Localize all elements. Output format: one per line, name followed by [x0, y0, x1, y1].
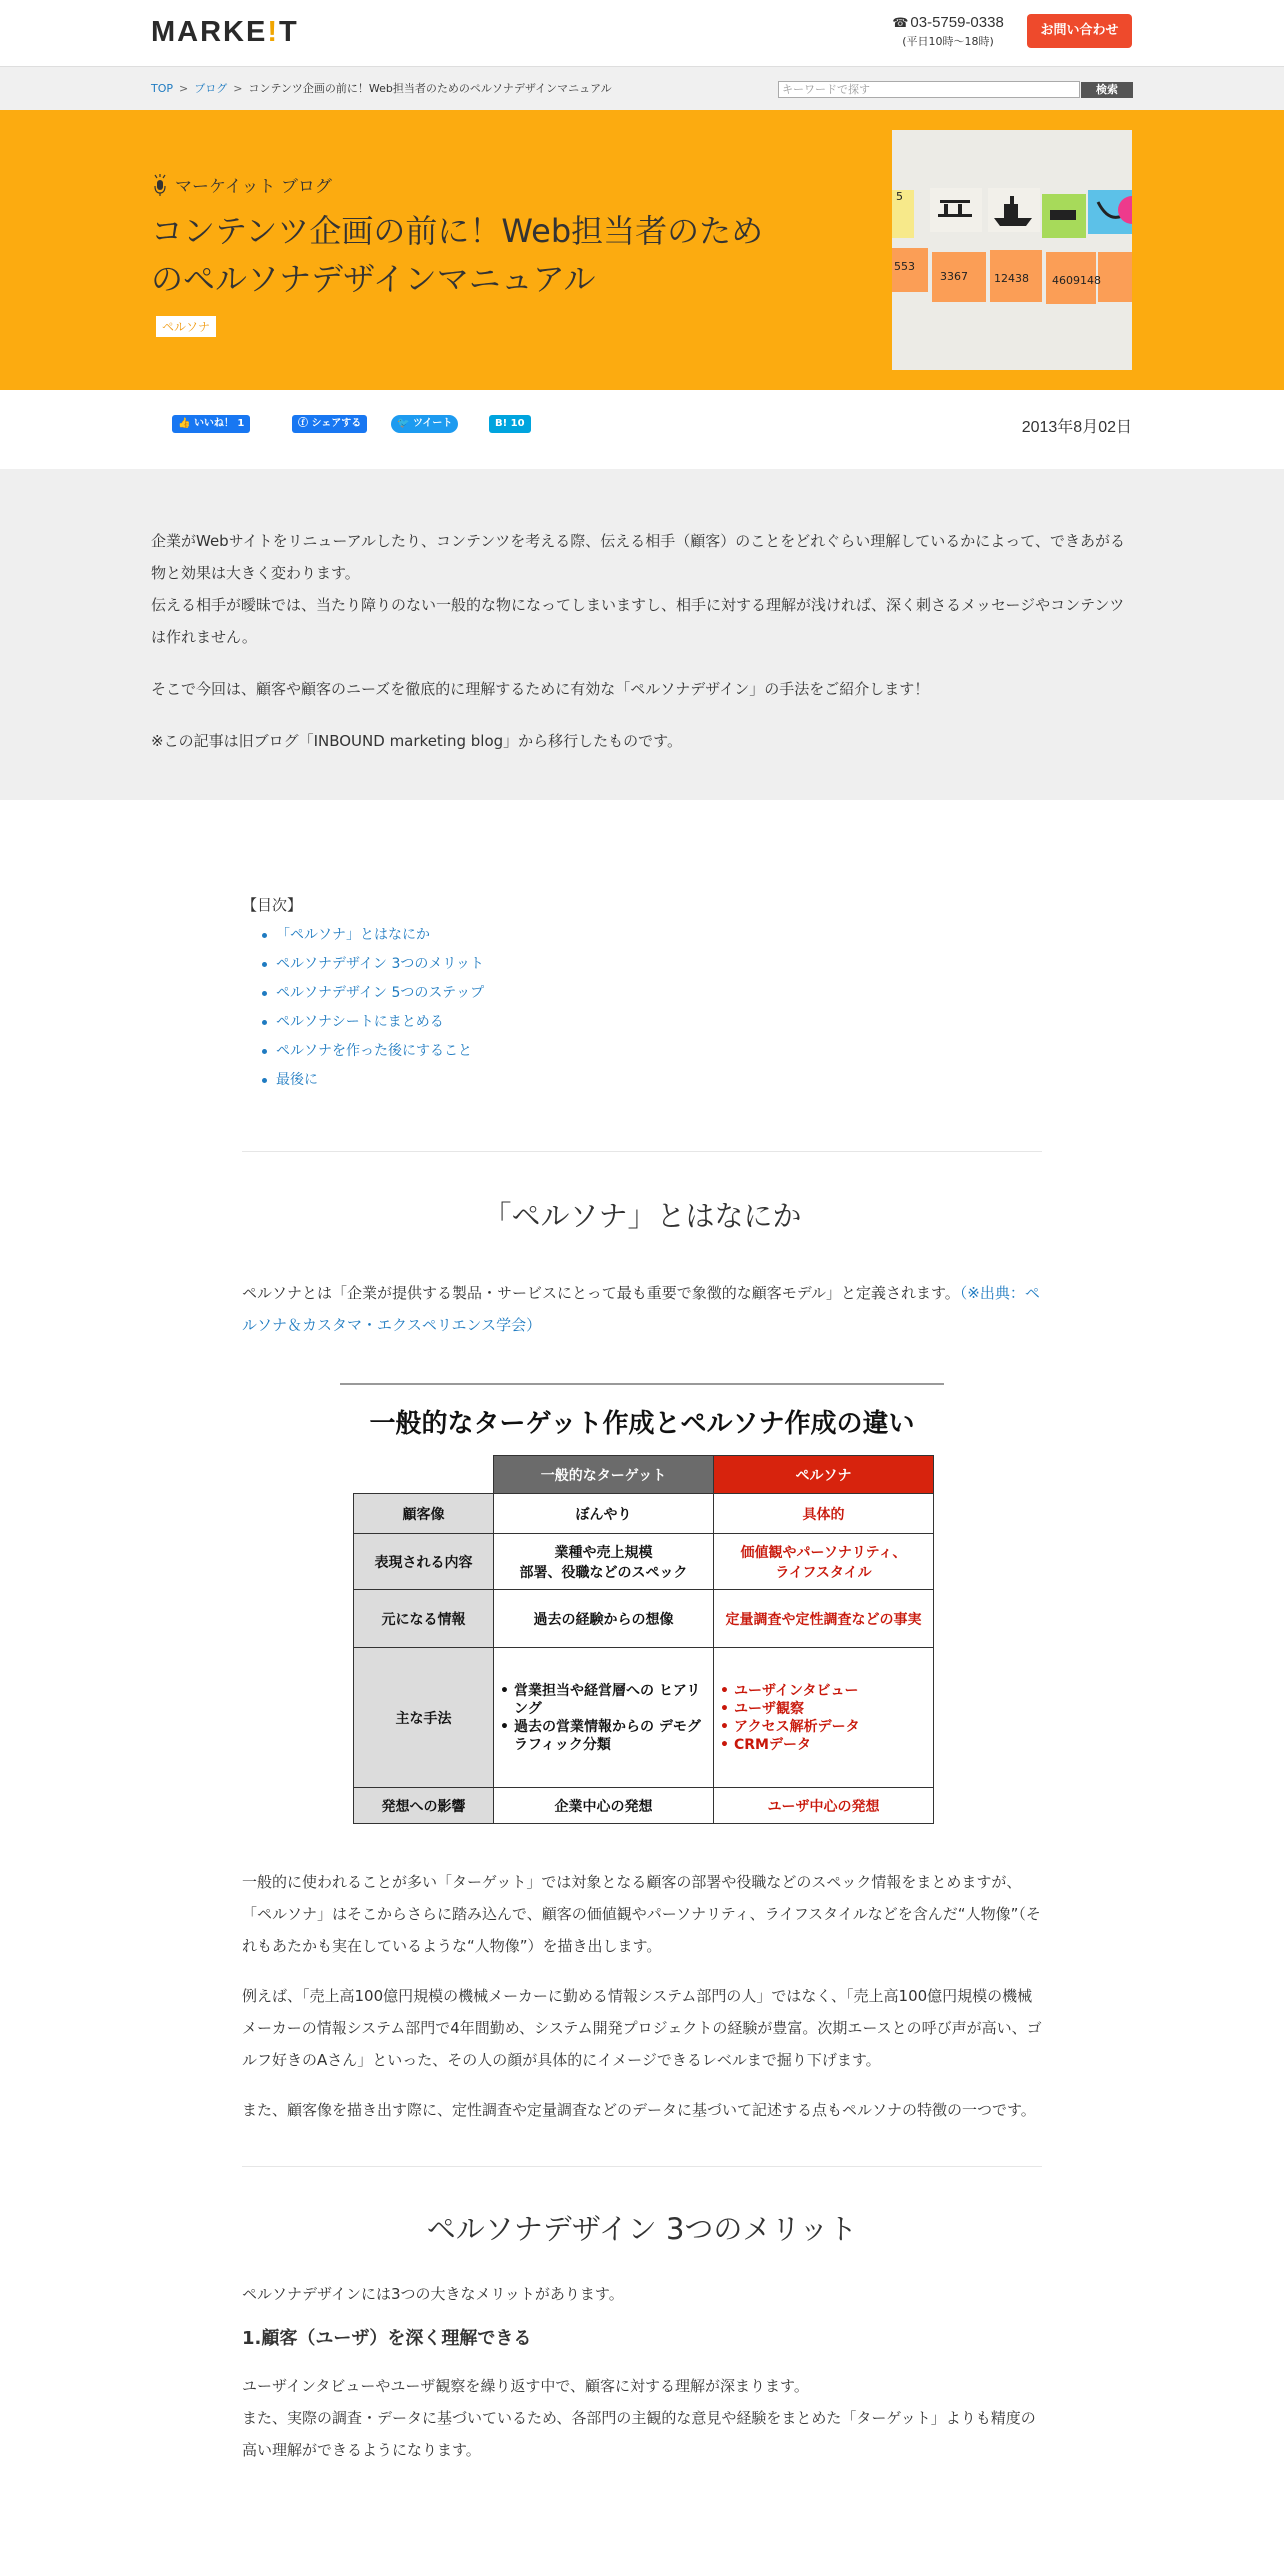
- publish-date: 2013年8月02日: [1021, 419, 1132, 436]
- svg-text:5: 5: [896, 190, 903, 203]
- body-paragraph: [242, 1277, 1042, 1341]
- breadcrumb-bar: [0, 66, 1284, 110]
- table-row: [354, 1648, 934, 1788]
- article-body: [0, 800, 1284, 2466]
- section-divider: [242, 1151, 1042, 1152]
- breadcrumb-blog[interactable]: ブログ: [194, 82, 228, 95]
- toc-item[interactable]: ペルソナを作った後にすること: [262, 1037, 1284, 1066]
- cell-line: 価値観やパーソナリティ、: [740, 1544, 907, 1561]
- search-button[interactable]: 検索: [1081, 82, 1133, 98]
- body-paragraph: 一般的に使われることが多い「ターゲット」では対象となる顧客の部署や役職などのスペック情報をまとめますが、「ペルソナ」はそこからさらに踏み込んで、顧客の価値観やパーソナリティ、ライフスタイルなどを含んだ“人物像”（それもあたかも実在しているような“人物像”）を描き出します。: [242, 1873, 1041, 1955]
- tweet-label: ツイート: [412, 418, 453, 429]
- site-header: [0, 0, 1284, 66]
- site-logo[interactable]: [151, 16, 299, 49]
- hatena-bookmark-button[interactable]: [489, 415, 531, 433]
- section-heading: 「ペルソナ」とはなにか: [482, 1199, 802, 1233]
- body-paragraph: また、顧客像を描き出す際に、定性調査や定量調査などのデータに基づいて記述する点もペルソナの特徴の一つです。: [242, 2101, 1036, 2119]
- logo-text: MARKE: [151, 16, 268, 48]
- body-text: また、実際の調査・データに基づいているため、各部門の主観的な意見や経験をまとめた「ターゲット」よりも精度の高い理解ができるようになります。: [242, 2409, 1036, 2459]
- table-row: [354, 1534, 934, 1590]
- cell-line: 部署、役職などのスペック: [519, 1564, 688, 1581]
- breadcrumb-current: コンテンツ企画の前に！Web担当者のためのペルソナデザインマニュアル: [248, 82, 612, 95]
- body-paragraph: [242, 2370, 1042, 2466]
- facebook-icon: ⓕ: [298, 418, 308, 429]
- persona-cell: [714, 1648, 934, 1788]
- method-item: • 営業担当や経営層への ヒアリング: [500, 1682, 713, 1718]
- tag-persona[interactable]: ペルソナ: [156, 316, 216, 337]
- persona-cell: 定量調査や定性調査などの事実: [714, 1590, 934, 1648]
- cell-line: 業種や売上規模: [554, 1544, 653, 1561]
- note-number: 3367: [940, 270, 968, 283]
- hatena-icon: B!: [495, 418, 508, 429]
- tweet-button[interactable]: [391, 415, 458, 433]
- phone-contact: [888, 14, 1008, 49]
- toc-item[interactable]: ペルソナシートにまとめる: [262, 1008, 1284, 1037]
- thumbs-up-icon: 👍: [178, 418, 191, 429]
- subsection-heading: 1.顧客（ユーザ）を深く理解できる: [242, 2328, 532, 2349]
- note-number: 4609148: [1052, 274, 1101, 287]
- logo-mark: !: [267, 16, 280, 48]
- table-row: [354, 1494, 934, 1534]
- row-label: 元になる情報: [354, 1590, 494, 1648]
- intro-paragraph: [151, 525, 1133, 653]
- row-label: 表現される内容: [354, 1534, 494, 1590]
- breadcrumb: [151, 80, 612, 96]
- section-heading: ペルソナデザイン 3つのメリット: [426, 2212, 858, 2246]
- method-item: • CRMデータ: [720, 1736, 933, 1754]
- body-paragraph: 例えば、「売上高100億円規模の機械メーカーに勤める情報システム部門の人」ではなく、「売上高100億円規模の機械メーカーの情報システム部門で4年間勤め、システム開発プロジェクトの経験が豊富。次期エースとの呼び声が高い、ゴルフ好きのAさん」といった、その人の顔が具体的にイメージできるレベルまで掘り下げます。: [242, 1987, 1042, 2069]
- target-cell: 過去の経験からの想像: [494, 1590, 714, 1648]
- header-persona: ペルソナ: [714, 1456, 934, 1494]
- body-text: ユーザインタビューやユーザ観察を繰り返す中で、顧客に対する理解が深まります。: [242, 2377, 809, 2395]
- intro-text: 伝える相手が曖昧では、当たり障りのない一般的な物になってしまいますし、相手に対する理解が浅ければ、深く刺さるメッセージやコンテンツは作れません。: [151, 596, 1125, 646]
- table-row: [354, 1788, 934, 1824]
- persona-cell: ユーザ中心の発想: [714, 1788, 934, 1824]
- article-hero: [0, 110, 1284, 390]
- phone-number: 03-5759-0338: [910, 14, 1004, 31]
- comparison-table: [353, 1455, 934, 1824]
- target-cell: 企業中心の発想: [494, 1788, 714, 1824]
- table-row: [354, 1590, 934, 1648]
- facebook-share-label: シェアする: [311, 418, 362, 429]
- toc-item[interactable]: ペルソナデザイン 3つのメリット: [262, 950, 1284, 979]
- sticky-notes-illustration: [892, 130, 1132, 370]
- comparison-figure: [242, 1383, 1042, 1850]
- cell-line: ライフスタイル: [775, 1564, 872, 1581]
- method-item: • ユーザインタビュー: [720, 1682, 933, 1700]
- figure-divider: [340, 1383, 944, 1385]
- article-title: コンテンツ企画の前に！Web担当者のためのペルソナデザインマニュアル: [151, 212, 764, 298]
- facebook-like-button[interactable]: [172, 415, 250, 433]
- method-item: • 過去の営業情報からの デモグラフィック分類: [500, 1718, 713, 1754]
- target-cell: [494, 1534, 714, 1590]
- figure-title: 一般的なターゲット作成とペルソナ作成の違い: [369, 1409, 915, 1439]
- intro-paragraph: そこで今回は、顧客や顧客のニーズを徹底的に理解するために有効な「ペルソナデザイン」の手法をご紹介します！: [151, 680, 930, 698]
- toc-item[interactable]: 「ペルソナ」とはなにか: [262, 921, 1284, 950]
- phone-hours: (平日10時～18時): [902, 35, 994, 48]
- category-label: マーケイット ブログ: [175, 177, 332, 197]
- breadcrumb-top[interactable]: TOP: [151, 82, 174, 95]
- target-cell: [494, 1648, 714, 1788]
- row-label: 顧客像: [354, 1494, 494, 1534]
- intro-text: 企業がWebサイトをリニューアルしたり、コンテンツを考える際、伝える相手（顧客）のことをどれぐらい理解しているかによって、できあがる物と効果は大きく変わります。: [151, 532, 1125, 582]
- share-bar: [0, 390, 1284, 469]
- method-item: • アクセス解析データ: [720, 1718, 933, 1736]
- note-number: 12438: [994, 272, 1029, 285]
- search-input[interactable]: [778, 81, 1080, 98]
- table-of-contents: [242, 800, 1284, 1095]
- contact-button[interactable]: お問い合わせ: [1027, 14, 1132, 48]
- source-link[interactable]: （※出典：ペルソナ＆カスタマ・エクスペリエンス学会）: [242, 1284, 1040, 1334]
- hatena-count: 10: [510, 418, 525, 429]
- logo-text-end: T: [279, 16, 299, 48]
- phone-icon: ☎: [892, 15, 909, 30]
- article-intro: [0, 469, 1284, 800]
- toc-item[interactable]: 最後に: [262, 1066, 1284, 1095]
- blog-category[interactable]: [151, 172, 332, 197]
- section-divider: [242, 2166, 1042, 2167]
- table-corner: [354, 1456, 494, 1494]
- toc-title: 【目次】: [242, 896, 303, 914]
- facebook-share-button[interactable]: [292, 415, 367, 433]
- method-item: • ユーザ観察: [720, 1700, 933, 1718]
- intro-note: ※この記事は旧ブログ「INBOUND marketing blog」から移行したものです。: [151, 732, 682, 750]
- target-cell: ぼんやり: [494, 1494, 714, 1534]
- persona-cell: [714, 1534, 934, 1590]
- persona-cell: 具体的: [714, 1494, 934, 1534]
- breadcrumb-separator: >: [233, 82, 243, 95]
- hero-image: [892, 130, 1132, 370]
- note-number: 553: [894, 260, 915, 273]
- row-label: 主な手法: [354, 1648, 494, 1788]
- breadcrumb-separator: >: [179, 82, 189, 95]
- row-label: 発想への影響: [354, 1788, 494, 1824]
- header-target: 一般的なターゲット: [494, 1456, 714, 1494]
- facebook-like-label: いいね！ 1: [193, 418, 245, 429]
- microphone-icon: [151, 173, 169, 197]
- twitter-icon: 🐦: [397, 418, 410, 429]
- toc-item[interactable]: ペルソナデザイン 5つのステップ: [262, 979, 1284, 1008]
- body-paragraph: ペルソナデザインには3つの大きなメリットがあります。: [242, 2285, 624, 2303]
- body-text: ペルソナとは「企業が提供する製品・サービスにとって最も重要で象徴的な顧客モデル」と定義されます。: [242, 1284, 960, 1302]
